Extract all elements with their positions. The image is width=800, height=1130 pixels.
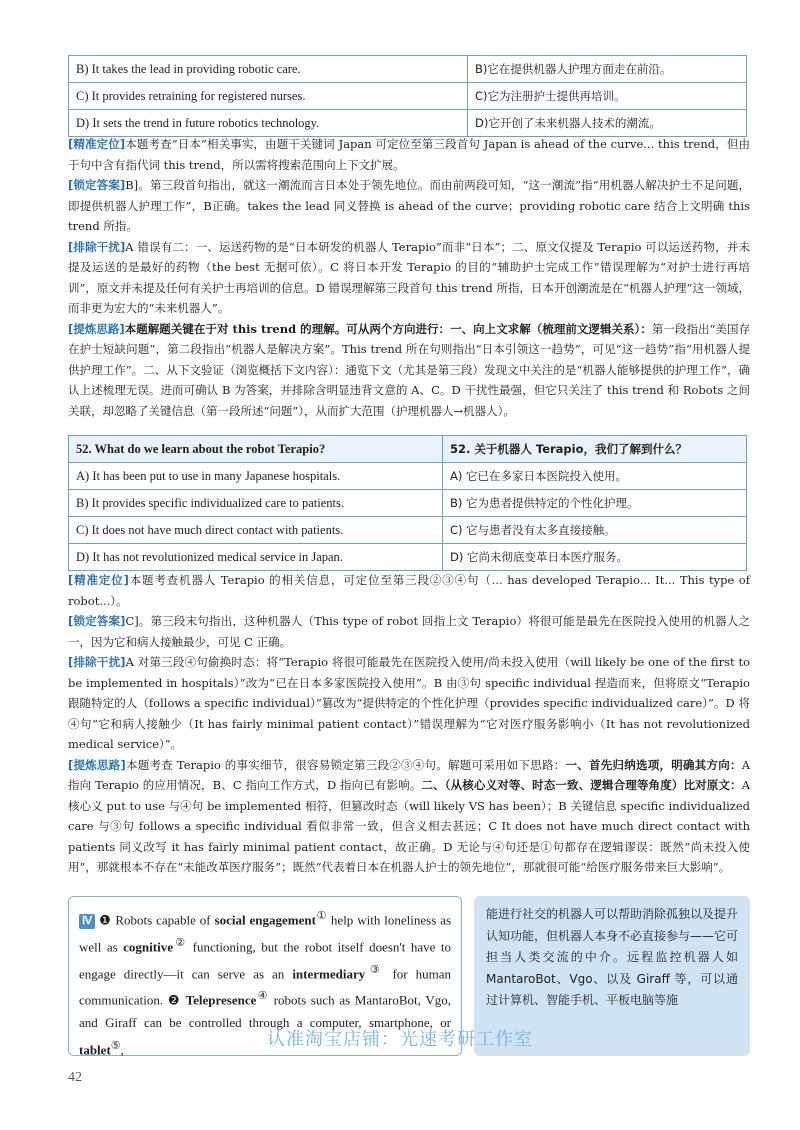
option-zh: A) 它已在多家日本医院投入使用。 xyxy=(443,463,747,490)
table-row xyxy=(69,463,747,490)
options-table-51 xyxy=(68,55,747,137)
options-table-52 xyxy=(68,435,747,571)
table-row xyxy=(69,490,747,517)
table-row xyxy=(69,56,747,83)
passage-text: functioning, but the robot itself doesn't have to engage directly—it can serve as an xyxy=(79,939,451,981)
sentence-number: ❶ xyxy=(99,912,112,928)
keyword-note: ③ xyxy=(365,963,385,976)
analysis-paragraph xyxy=(68,611,750,652)
keyword: social engagement xyxy=(214,912,316,928)
table-header-row xyxy=(69,436,747,463)
option-zh: C) 它与患者没有太多直接接触。 xyxy=(443,517,747,544)
paragraph-text: C]。第三段末句指出，这种机器人（This type of robot 回指上文 Terapio）将很可能是最先在医院投入使用的机器人之一，因为它和病人接触最少，可见 C 正确。 xyxy=(68,614,750,649)
section-tag: [锁定答案] xyxy=(68,178,126,192)
analysis-paragraph xyxy=(68,652,750,755)
section-tag: [精准定位] xyxy=(68,573,129,587)
keyword-note: ⑤ xyxy=(110,1039,121,1052)
section-tag: [锁定答案] xyxy=(68,614,126,628)
table-row xyxy=(69,110,747,137)
option-en: A) It has been put to use in many Japanese hospitals. xyxy=(69,463,443,490)
passage-text: , xyxy=(120,1042,124,1058)
option-zh: D)它开创了未来机器人技术的潮流。 xyxy=(468,110,747,137)
option-en: C) It provides retraining for registered nurses. xyxy=(69,83,468,110)
table-row xyxy=(69,83,747,110)
paragraph-bold: 一、首先归纳选项，明确其方向： xyxy=(565,757,742,772)
passage-translation: 能进行社交的机器人可以帮助消除孤独以及提升认知功能，但机器人本身不必直接参与——它可担当人类交流的中介。远程监控机器人如 MantaroBot、Vgo、以及 Giraff 等，可以通过计算机、智能手机、平板电脑等施 xyxy=(486,907,739,1007)
paragraph-text: 本题考查机器人 Terapio 的相关信息，可定位至第三段②③④句（... has developed Terapio... It... This type of robot...）。 xyxy=(68,573,750,608)
section-tag: [提炼思路] xyxy=(68,321,125,336)
keyword-note: ④ xyxy=(256,990,269,1003)
keyword: Telepresence xyxy=(185,992,257,1008)
paragraph-text: A 对第三段④句偷换时态：将“Terapio 将很可能最先在医院投入使用/尚未投入使用（will likely be one of the first to be implemented in hospitals）”改为“已在日本多家医院投入使用”。B 由③句 specific individual 捏造而来，但将原文“Terapio 跟随特定的人（follows a specific individual）”篡改为“提供特定的个性化护理（provides specific individualized care）”。D 将④句“它和病人接触少（It has fairly minimal patient contact）”错误理解为“它对医疗服务影响小（It has not revolutionized medical service）”。 xyxy=(68,655,751,751)
analysis-paragraph xyxy=(68,237,750,319)
paragraph-bold: 二、（从核心义对等、时态一致、逻辑合理等角度）比对原文： xyxy=(421,778,742,792)
passage-text: Robots capable of xyxy=(115,912,215,928)
watermark-text: 认准淘宝店铺：光速考研工作室 xyxy=(267,1029,533,1050)
option-zh: C)它为注册护士提供再培训。 xyxy=(468,83,747,110)
passage-text: robots such as MantaroBot, Vgo, and Giraff can be controlled through a computer, smartphone, or xyxy=(79,992,451,1031)
keyword-note: ② xyxy=(172,936,188,949)
analysis-paragraph xyxy=(68,134,750,175)
analysis-paragraph xyxy=(68,755,750,878)
analysis-paragraph xyxy=(68,570,750,611)
page-number: 42 xyxy=(68,1070,82,1085)
option-en: B) It takes the lead in providing robotic care. xyxy=(69,56,468,83)
paragraph-text: 本题考查 Terapio 的事实细节，很容易锁定第三段②③④句。解题可采用如下思路： xyxy=(125,757,566,772)
table-row xyxy=(69,544,747,571)
section-tag: [排除干扰] xyxy=(68,239,126,254)
question-zh: 52. 关于机器人 Terapio，我们了解到什么？ xyxy=(443,436,747,463)
option-en: D) It has not revolutionized medical service in Japan. xyxy=(69,544,443,571)
paragraph-number-badge: Ⅳ xyxy=(79,914,95,929)
table-row xyxy=(69,517,747,544)
option-zh: D) 它尚未彻底变革日本医疗服务。 xyxy=(443,544,747,571)
option-en: C) It does not have much direct contact with patients. xyxy=(69,517,443,544)
keyword: cognitive xyxy=(123,939,173,955)
paragraph-text: A 核心义 put to use 与④句 be implemented 相符，但篡改时态（will likely VS has been）；B 关键信息 specific individualized care 与③句 follows a specific individual 看似非常一致，但含义相去甚远；C It does not have much direct contact with patients 同义改写 it has fairly minimal patient contact，故正确。D 无论与④句还是①句都存在逻辑谬误：既然“尚未投入使用”，那就根本不存在“未能改革医疗服务”；既然“代表着日本在机器人护士的领先地位”，那就很可能“给医疗服务带来巨大影响”。 xyxy=(68,778,750,874)
passage-text: help with loneliness as well as xyxy=(79,912,452,955)
keyword: intermediary xyxy=(292,965,366,981)
analysis-52 xyxy=(68,570,750,878)
keyword-note: ① xyxy=(315,910,327,922)
paragraph-text: 本题考查“日本”相关事实，由题干关键词 Japan 可定位至第三段首句 Japan is ahead of the curve... this trend，但由于句中含有指代词 this trend，所以需将搜索范围向上下文扩展。 xyxy=(68,137,750,172)
section-tag: [精准定位] xyxy=(68,137,126,151)
sentence-number: ❷ xyxy=(167,992,181,1008)
option-zh: B) 它为患者提供特定的个性化护理。 xyxy=(443,490,747,517)
paragraph-text: A 错误有二：一、运送药物的是“日本研发的机器人 Terapio”而非“日本”；二、原文仅提及 Terapio 可以运送药物，并未提及运送的是最好的药物（the best 无据可依）。C 将日本开发 Terapio 的目的“辅助护士完成工作”错误理解为“对护士进行再培训”，原文并未提及任何有关护士再培训的信息。D 错误理解第三段首句 this trend 所指，日本开创潮流是在“机器人护理”这一领域，而非更为宏大的“未来机器人”。 xyxy=(68,239,750,315)
passage-text: for human communication. xyxy=(79,965,451,1008)
paragraph-text: 第一段指出“美国存在护士短缺问题”，第二段指出“机器人是解决方案”。This trend 所在句则指出“日本引领这一趋势”，可见“这一趋势”指“用机器人提供护理工作”。二、从下文验证（浏览概括下文内容）：通览下文（尤其是第三段）发现文中关注的是“机器人能够提供的护理工作”，确认上述梳理无误。进而可确认 B 为答案，并排除含明显违背文意的 A、C。D 干扰性最强，但它只关注了 this trend 和 Robots 之间关联，却忽略了关键信息（第一段所述“问题”），从而扩大范围（护理机器人→机器人）。 xyxy=(68,321,750,418)
option-zh: B)它在提供机器人护理方面走在前沿。 xyxy=(468,56,747,83)
option-en: B) It provides specific individualized care to patients. xyxy=(69,490,443,517)
paragraph-bold: 本题解题关键在于对 this trend 的理解。可从两个方向进行：一、向上文求解（梳理前文逻辑关系）： xyxy=(124,321,652,336)
analysis-paragraph xyxy=(68,175,750,237)
section-tag: [排除干扰] xyxy=(68,655,126,669)
analysis-51 xyxy=(68,134,750,421)
keyword: tablet xyxy=(79,1042,111,1058)
paragraph-text: B]。第三段首句指出，就这一潮流而言日本处于领先地位。而由前两段可知，“这一潮流”指“用机器人解决护士不足问题，即提供机器人护理工作”，B正确。takes the lead 同义替换 is ahead of the curve；providing robotic care 结合上文明确 this trend 所指。 xyxy=(68,178,750,233)
option-en: D) It sets the trend in future robotics technology. xyxy=(69,110,468,137)
section-tag: [提炼思路] xyxy=(68,757,126,772)
paragraph-text: A 指向 Terapio 的应用情况，B、C 指向工作方式，D 指向已有影响。 xyxy=(68,757,751,792)
analysis-paragraph xyxy=(68,319,750,422)
question-en: 52. What do we learn about the robot Terapio? xyxy=(69,436,443,463)
